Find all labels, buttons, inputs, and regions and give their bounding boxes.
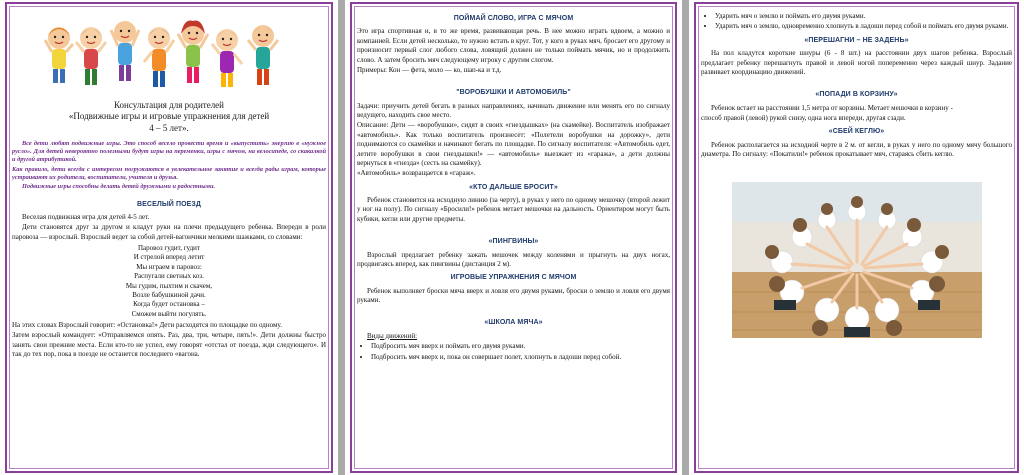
bullet-list	[357, 342, 670, 362]
body-text: Описание: Дети — «воробушки», сидят в своих «гнездышках» (на скамейке). Воспитатель изображает «автомобиль». Как только воспитатель произнесет: «Полетели воробушки на дорожку», дети поднимаются со скамейки и начинают бегать по площадке. По сигналу воспитателя: «Автомобиль едет, летите воробушки в свои гнездышки!» — «автомобиль» выезжает из «гаража», а дети должны вернуться в «гнезда» (сесть на скамейку).	[357, 121, 670, 167]
body-text: Дети становятся друг за другом и кладут руки на плечи предыдущего ребенка. Впереди в роли паровоза — взрослый. Взрослый ведет за собой детей-вагончики мелкими шажками, со словами:	[12, 223, 326, 241]
age-range: 4 – 5 лет».	[149, 122, 189, 133]
poem-line: Распугали светных коз.	[134, 272, 204, 281]
section-heading: «КТО ДАЛЬШЕ БРОСИТ»	[469, 183, 558, 191]
poem-line: Паровоз гудит, гудит	[137, 244, 200, 253]
section-heading: ПОЙМАЙ СЛОВО, ИГРА С МЯЧОМ	[453, 15, 574, 22]
intro-paragraph: Все дети любят подвижные игры. Это способ весело провести время и «выпустить» энергию в «нужное русло». Для детей невероятно полезными будут игры на переменки, игры с мячом, на велосипеде, со скакалкой и другой атрибутикой.	[12, 139, 326, 164]
page-1-content	[12, 8, 326, 471]
section-heading: «СБЕЙ КЕГЛЮ»	[828, 128, 885, 136]
body-text: На этих словах Взрослый говорит: «Остановка!» Дети расходятся по площадке по одному.	[12, 321, 282, 330]
poem-line: Мы гудим, пыхтим и скачем,	[125, 281, 213, 290]
children-illustration	[44, 16, 294, 94]
body-text: Задачи: приучить детей бегать в разных направлениях, начинать движение или менять его по сигналу ведущего, находить свое место.	[357, 101, 670, 119]
poem-line: Когда будет остановка –	[133, 300, 205, 309]
page-3-content	[701, 8, 1012, 471]
list-item: • Ударить мяч о землю, одновременно хлопнуть в ладоши перед собой и поймать его двумя руками.	[715, 22, 1012, 31]
body-text: «Автомобиль» возвращается в «гараж».	[357, 169, 476, 178]
body-text: Веселая подвижная игра для детей 4-5 лет.	[22, 212, 150, 221]
body-text: Ребенок располагается на исходной черте в 2 м. от кегли, в руках у него по одному мячу большого диаметра. По сигналу: «Покатили!» ребенок прокатывает мяч, стараясь сбить кеглю.	[701, 140, 1012, 159]
section-heading: "ВОРОБУШКИ И АВТОМОБИЛЬ"	[456, 89, 571, 97]
body-text: Виды движений:	[367, 331, 418, 340]
section-heading: «ПЕРЕШАГНИ – НЕ ЗАДЕНЬ»	[804, 36, 909, 44]
page-3	[689, 0, 1024, 475]
body-text: Ребенок встает на расстоянии 1,5 метра от корзины. Метает мешочки в корзину -	[711, 103, 953, 112]
bullet-list	[701, 12, 1012, 32]
poem	[12, 244, 326, 319]
body-text: Ребенок становится на исходную линию (за черту), в руках у него по одному мешочку (второй лежит у ног на полу). По сигналу «Бросили!» ребенок метает мешочки на дальность. Ориентиром могут быть кубики, кегли или другие предметы.	[357, 196, 670, 223]
poem-line: Мы играем в паровоз:	[136, 262, 202, 271]
section-heading: ВЕСЕЛЫЙ ПОЕЗД	[136, 200, 201, 208]
consult-title: Консультация для родителей	[114, 100, 224, 110]
body-text: Это игра спортивная и, в то же время, развивающая речь. В нее можно играть вдвоем, а можно и компанией. Если детей несколько, то нужно встать в круг. Тот, у кого в руках мяч, бросает его другому и произносит первый слог любого слова, ловящий должен не только поймать мячик, но и продолжить слово. А затем бросить мяч следующему игроку с другим слогом.	[357, 27, 670, 64]
section-heading: «ПОПАДИ В КОРЗИНУ»	[815, 91, 898, 99]
list-item: • Подбросить мяч вверх и, пока он совершает полет, хлопнуть в ладоши перед собой.	[371, 353, 670, 362]
intro-paragraph: Как правило, дети всегда с интересом погружаются в увлекательное занятие и всегда рады играм, которые устраивают их родители, воспитатели, учителя и друзья.	[12, 165, 326, 181]
body-text: Примеры: Кон — фета, моло — ко, шап-ка и т.д.	[357, 65, 502, 74]
section-heading: «ШКОЛА МЯЧА»	[484, 319, 543, 327]
body-text: Ребенок выполняет броски мяча вверх и ловля его двумя руками, броски о землю и ловля его двумя руками.	[357, 286, 670, 304]
page-2-content	[357, 8, 670, 471]
body-text: На пол кладутся короткие шнуры (6 - 8 шт.) на расстоянии двух шагов ребенка. Взрослый предлагает ребенку перешагнуть правой и левой ногой попеременно через каждый шнур. Задание развивает координацию движений.	[701, 49, 1012, 76]
section-heading: «ПИНГВИНЫ»	[488, 238, 539, 246]
list-item: • Ударить мяч о землю и поймать его двумя руками.	[715, 12, 1012, 21]
body-text: Взрослый предлагает ребенку зажать мешочек между коленями и прыгнуть на двух ногах, продвигаясь вперед, как пингвины (дистанция 2 м).	[357, 250, 670, 268]
poem-line: И стрелой вперед летит	[133, 253, 205, 262]
page-1	[0, 0, 338, 475]
poem-line: Сможем выйти погулять.	[131, 309, 207, 318]
intro-paragraph: Подвижные игры способны делать детей дружными и радостными.	[22, 183, 216, 191]
body-text: Затем взрослый командует: «Отправляемся опять. Раз, два, три, четыре, пять!». Дети должны быстро занять свои прежние места. Если кто-то не успел, ему говорят «отстал от поезда, жди следующего». И так до тех пор, пока в поезде не останется последнего «вагона.	[12, 331, 326, 359]
page-2	[345, 0, 682, 475]
poem-line: Возле бабушкиной дачи.	[132, 290, 206, 299]
body-text: способ правой (левой) рукой снизу, одна нога впереди, другая сзади.	[701, 114, 906, 122]
section-heading: ИГРОВЫЕ УПРАЖНЕНИЯ С МЯЧОМ	[450, 274, 577, 282]
topic-title: «Подвижные игры и игровые упражнения для детей	[68, 111, 270, 122]
list-item: • Подбросить мяч вверх и поймать его двумя руками.	[371, 342, 670, 351]
children-photo	[732, 182, 982, 338]
